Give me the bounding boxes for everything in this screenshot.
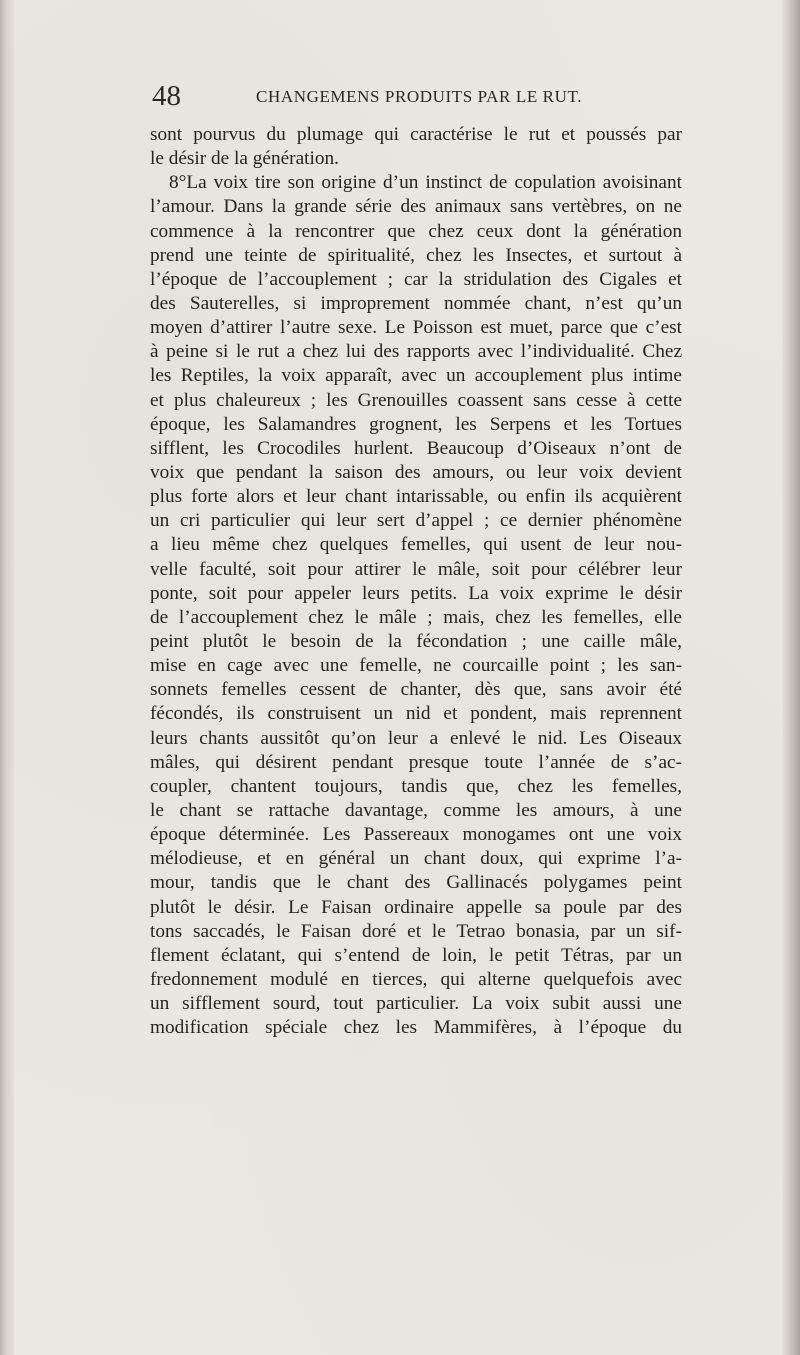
page-number: 48	[152, 80, 181, 112]
text-line: leurs chants aussitôt qu’on leur a enlevé le nid. Les Oiseaux	[150, 727, 682, 749]
text-line: voix que pendant la saison des amours, ou leur voix devient	[150, 461, 682, 483]
text-line: époque, les Salamandres grognent, les Serpens et les Tortues	[150, 413, 682, 435]
text-line: ponte, soit pour appeler leurs petits. La voix exprime le désir	[150, 582, 682, 604]
text-line: flement éclatant, qui s’entend de loin, le petit Tétras, par un	[150, 944, 682, 966]
running-title: CHANGEMENS PRODUITS PAR LE RUT.	[256, 87, 583, 106]
text-line: l’amour. Dans la grande série des animaux sans vertèbres, on ne	[150, 196, 682, 218]
text-line: le chant se rattache davantage, comme les amours, à une	[150, 799, 682, 821]
text-line: commence à la rencontrer que chez ceux dont la génération	[150, 220, 682, 242]
text-line: mour, tandis que le chant des Gallinacés polygames peint	[150, 872, 682, 894]
text-line: coupler, chantent toujours, tandis que, chez les femelles,	[150, 775, 682, 797]
text-line: sont pourvus du plumage qui caractérise le rut et poussés par	[150, 124, 682, 145]
page-right-edge-shadow	[782, 0, 800, 1355]
text-line: fécondés, ils construisent un nid et pondent, mais reprennent	[150, 703, 682, 725]
text-line: mélodieuse, et en général un chant doux, qui exprime l’a-	[150, 848, 682, 870]
text-line: moyen d’attirer l’autre sexe. Le Poisson est muet, parce que c’est	[150, 317, 682, 339]
text-line: plutôt le désir. Le Faisan ordinaire appelle sa poule par des	[150, 896, 682, 918]
text-line: 8°La voix tire son origine d’un instinct de copulation avoisinant	[169, 172, 682, 194]
text-line: peint plutôt le besoin de la fécondation ; une caille mâle,	[150, 630, 682, 652]
text-line: sifflent, les Crocodiles hurlent. Beaucoup d’Oiseaux n’ont de	[150, 437, 682, 459]
text-line: un cri particulier qui leur sert d’appel ; ce dernier phénomène	[150, 510, 682, 532]
text-line: modification spéciale chez les Mammifères, à l’époque du	[150, 1017, 682, 1039]
text-line: mâles, qui désirent pendant presque toute l’année de s’ac-	[150, 751, 682, 773]
text-line: plus forte alors et leur chant intarissable, ou enfin ils acquièrent	[150, 486, 682, 508]
text-line: tons saccadés, le Faisan doré et le Tetrao bonasia, par un sif-	[150, 920, 682, 942]
text-line: et plus chaleureux ; les Grenouilles coassent sans cesse à cette	[150, 389, 682, 411]
text-line: le désir de la génération.	[150, 148, 339, 170]
text-line: un sifflement sourd, tout particulier. La voix subit aussi une	[150, 993, 682, 1015]
text-line: à peine si le rut a chez lui des rapports avec l’individualité. Chez	[150, 341, 682, 363]
text-line: l’époque de l’accouplement ; car la stridulation des Cigales et	[150, 268, 682, 290]
page-left-edge-shadow	[0, 0, 14, 1355]
text-line: velle faculté, soit pour attirer le mâle, soit pour célébrer leur	[150, 558, 682, 580]
text-line: époque déterminée. Les Passereaux monogames ont une voix	[150, 824, 682, 846]
text-line: a lieu même chez quelques femelles, qui usent de leur nou-	[150, 534, 682, 556]
text-line: prend une teinte de spiritualité, chez les Insectes, et surtout à	[150, 244, 682, 266]
text-line: les Reptiles, la voix apparaît, avec un accouplement plus intime	[150, 365, 682, 387]
text-line: mise en cage avec une femelle, ne courcaille point ; les san-	[150, 655, 682, 677]
text-line: sonnets femelles cessent de chanter, dès que, sans avoir été	[150, 679, 682, 701]
text-line: de l’accouplement chez le mâle ; mais, chez les femelles, elle	[150, 606, 682, 628]
text-line: des Sauterelles, si improprement nommée chant, n’est qu’un	[150, 292, 682, 314]
page-header	[152, 80, 672, 112]
body-text	[150, 123, 682, 1040]
text-line: fredonnement modulé en tierces, qui alterne quelquefois avec	[150, 968, 682, 990]
